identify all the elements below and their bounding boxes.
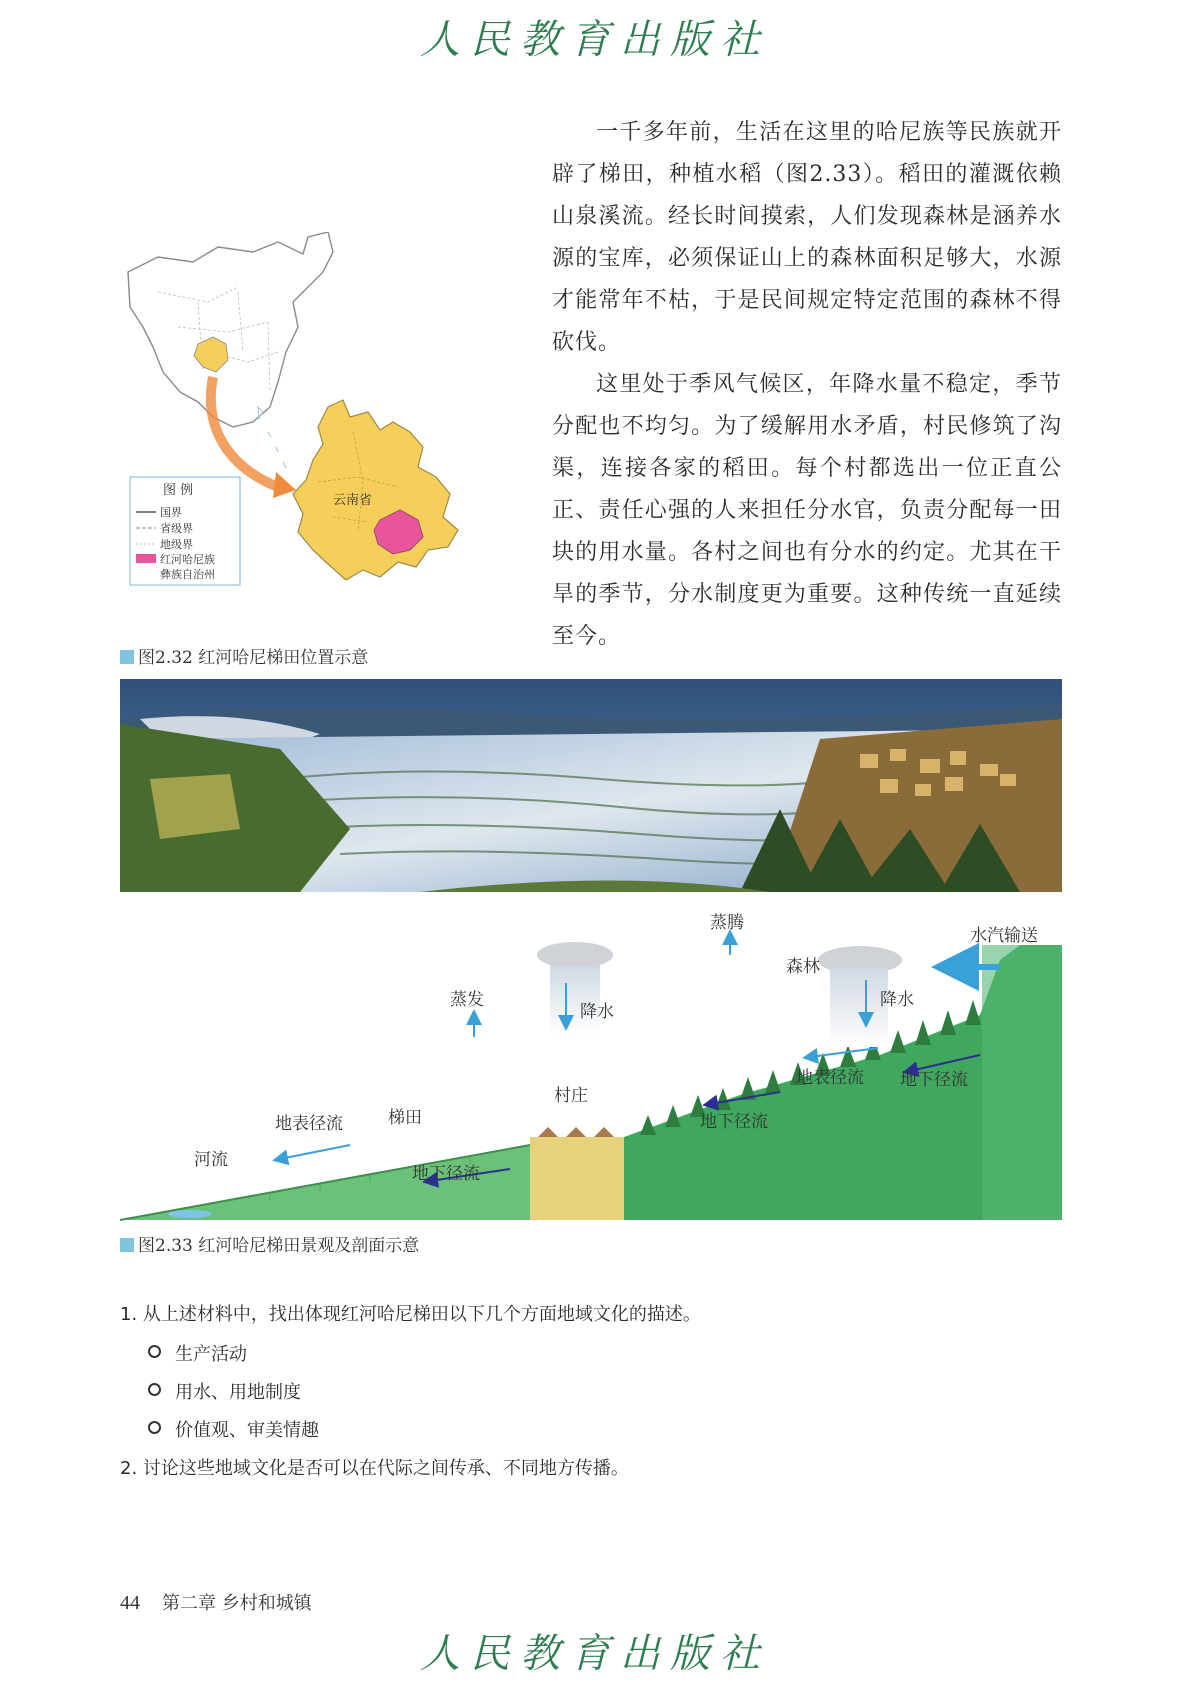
label-groundwater-lower: 地下径流 bbox=[412, 1164, 480, 1184]
question-1: 1. 从上述材料中，找出体现红河哈尼梯田以下几个方面地域文化的描述。 bbox=[120, 1304, 701, 1325]
label-groundwater-upper: 地下径流 bbox=[900, 1070, 968, 1090]
legend-national-border: 国界 bbox=[160, 506, 182, 519]
map-caption: 图2.32 红河哈尼梯田位置示意 bbox=[120, 643, 368, 668]
cross-section-diagram bbox=[120, 905, 1062, 1225]
label-vapor: 水汽输送 bbox=[970, 926, 1038, 946]
question-2: 2. 讨论这些地域文化是否可以在代际之间传承、不同地方传播。 bbox=[120, 1458, 629, 1479]
legend-honghe-1: 红河哈尼族 bbox=[160, 553, 215, 566]
legend-honghe-2: 彝族自治州 bbox=[160, 568, 215, 581]
label-evaporation: 蒸发 bbox=[450, 990, 484, 1010]
bullet-icon bbox=[148, 1383, 161, 1396]
paragraph-1: 一千多年前，生活在这里的哈尼族等民族就开辟了梯田，种植水稻（图2.33）。稻田的灌溉依赖山泉溪流。经长时间摸索，人们发现森林是涵养水源的宝库，必须保证山上的森林面积足够大，水源才能常年不枯，于是民间规定特定范围的森林不得砍伐。 bbox=[552, 120, 1062, 355]
china-outline bbox=[128, 232, 333, 427]
label-surface-runoff-upper: 地表径流 bbox=[796, 1068, 864, 1088]
surface-runoff-lower-arrow bbox=[280, 1145, 350, 1159]
paragraph-2: 这里处于季风气候区，年降水量不稳定，季节分配也不均匀。为了缓解用水矛盾，村民修筑了沟渠，连接各家的稻田。每个村都选出一位正直公正、责任心强的人来担任分水官，负责分配每一田块的用水量。各村之间也有分水的约定。尤其在干旱的季节，分水制度更为重要。这种传统一直延续至今。 bbox=[552, 372, 1062, 649]
page-footer bbox=[120, 1589, 312, 1615]
label-village: 村庄 bbox=[554, 1086, 588, 1106]
caption-marker-icon bbox=[120, 650, 134, 664]
label-rain-village: 降水 bbox=[580, 1002, 614, 1022]
bullet-icon bbox=[148, 1421, 161, 1434]
label-forest: 森林 bbox=[786, 957, 820, 977]
caption-marker-icon bbox=[120, 1238, 134, 1252]
label-groundwater-mid: 地下径流 bbox=[700, 1112, 768, 1132]
legend-provincial-border: 省级界 bbox=[160, 522, 193, 535]
chapter-title: 第二章 乡村和城镇 bbox=[162, 1593, 312, 1614]
page-number: 44 bbox=[120, 1592, 140, 1614]
village-ground bbox=[530, 1137, 624, 1220]
river bbox=[168, 1210, 212, 1218]
body-text bbox=[552, 112, 1062, 658]
label-river: 河流 bbox=[194, 1150, 228, 1170]
map-legend-title: 图 例 bbox=[163, 483, 194, 498]
terrace-landscape-photo bbox=[120, 679, 1062, 892]
yunnan-large bbox=[293, 400, 458, 580]
publisher-watermark-top: 人民教育出版社 bbox=[420, 17, 770, 63]
label-terrace: 梯田 bbox=[388, 1108, 422, 1128]
label-surface-runoff-lower: 地表径流 bbox=[275, 1114, 343, 1134]
diagram-caption: 图2.33 红河哈尼梯田景观及剖面示意 bbox=[120, 1231, 419, 1256]
legend-prefecture-border: 地级界 bbox=[160, 538, 193, 551]
village-houses bbox=[538, 1127, 614, 1137]
map-province-label: 云南省 bbox=[333, 493, 373, 508]
question-1-item: 用水、用地制度 bbox=[148, 1378, 301, 1404]
label-rain-right: 降水 bbox=[880, 990, 914, 1010]
location-map bbox=[118, 232, 508, 632]
publisher-watermark-bottom: 人民教育出版社 bbox=[420, 1631, 770, 1677]
question-1-item: 价值观、审美情趣 bbox=[148, 1416, 319, 1442]
bullet-icon bbox=[148, 1345, 161, 1358]
label-transpiration: 蒸腾 bbox=[710, 913, 744, 933]
question-1-item: 生产活动 bbox=[148, 1340, 247, 1366]
